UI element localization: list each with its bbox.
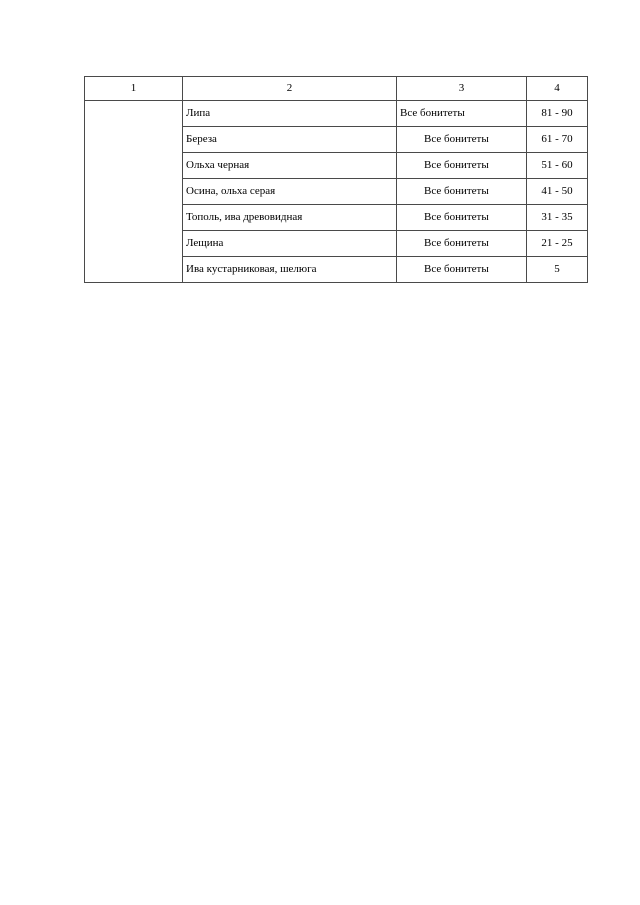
value-cell: 61 - 70 xyxy=(527,127,588,153)
species-table xyxy=(84,76,588,283)
species-cell: Осина, ольха серая xyxy=(183,179,397,205)
bonitet-cell: Все бонитеты xyxy=(397,257,527,283)
table-row xyxy=(85,101,588,127)
merged-group-cell xyxy=(85,101,183,283)
bonitet-cell: Все бонитеты xyxy=(397,231,527,257)
bonitet-cell: Все бонитеты xyxy=(397,205,527,231)
column-header-3: 3 xyxy=(397,77,527,101)
species-cell: Ольха черная xyxy=(183,153,397,179)
value-cell: 41 - 50 xyxy=(527,179,588,205)
bonitet-cell: Все бонитеты xyxy=(397,153,527,179)
column-header-1: 1 xyxy=(85,77,183,101)
bonitet-cell: Все бонитеты xyxy=(397,101,527,127)
species-cell: Липа xyxy=(183,101,397,127)
species-cell: Береза xyxy=(183,127,397,153)
column-header-2: 2 xyxy=(183,77,397,101)
value-cell: 51 - 60 xyxy=(527,153,588,179)
value-cell: 31 - 35 xyxy=(527,205,588,231)
species-cell: Тополь, ива древовидная xyxy=(183,205,397,231)
species-cell: Лещина xyxy=(183,231,397,257)
species-cell: Ива кустарниковая, шелюга xyxy=(183,257,397,283)
column-header-4: 4 xyxy=(527,77,588,101)
value-cell: 21 - 25 xyxy=(527,231,588,257)
value-cell: 5 xyxy=(527,257,588,283)
table-header-row xyxy=(85,77,588,101)
bonitet-cell: Все бонитеты xyxy=(397,127,527,153)
value-cell: 81 - 90 xyxy=(527,101,588,127)
bonitet-cell: Все бонитеты xyxy=(397,179,527,205)
